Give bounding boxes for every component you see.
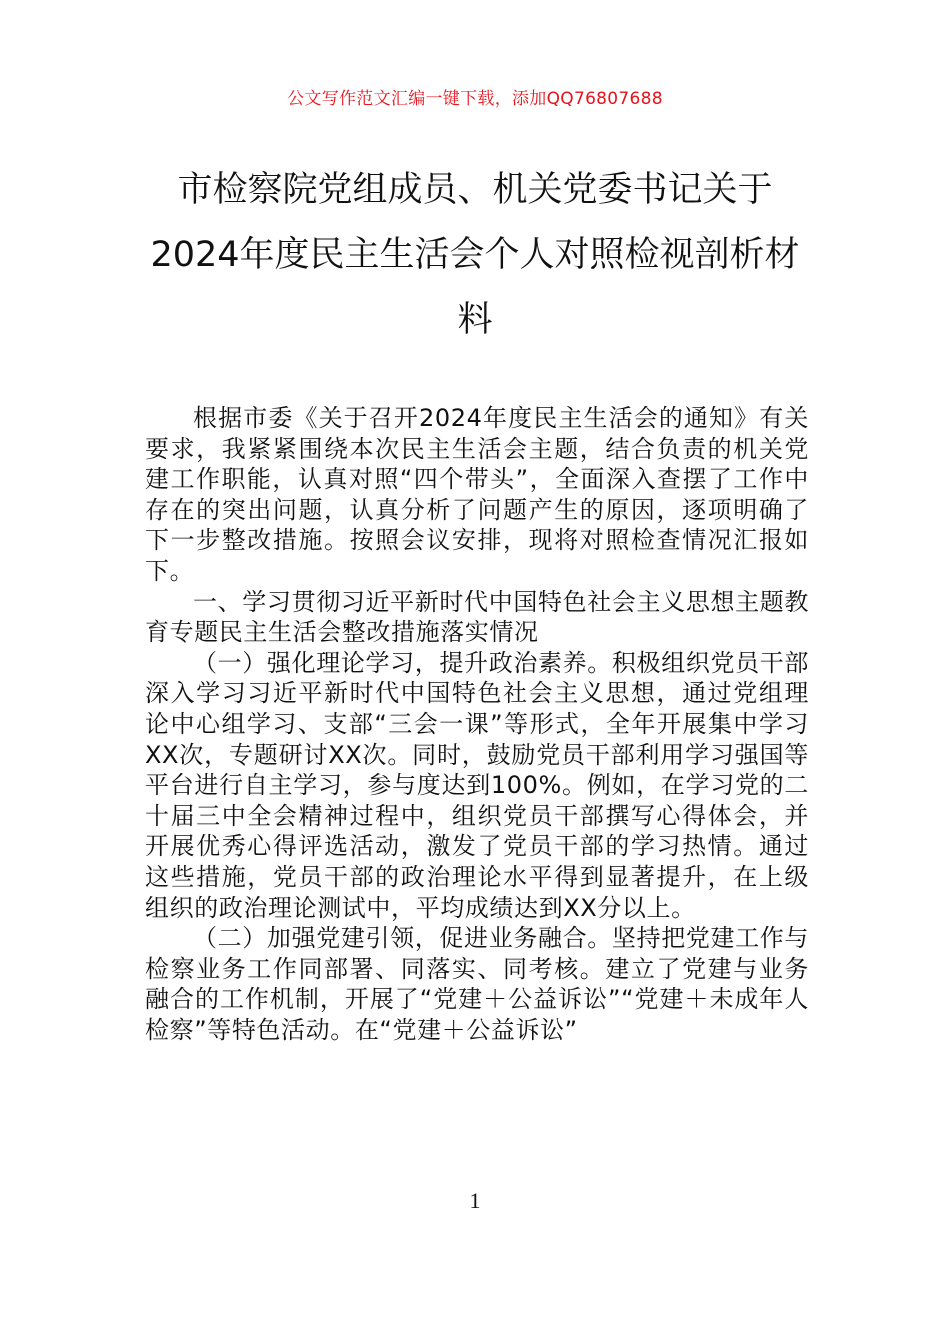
title-line-2: 2024年度民主生活会个人对照检视剖析材	[150, 235, 800, 275]
document-body	[145, 403, 809, 1045]
page-number: 1	[469, 1188, 481, 1213]
header-download-note: 公文写作范文汇编一键下载，添加QQ76807688	[287, 89, 663, 109]
paragraph-party-building: （二）加强党建引领，促进业务融合。坚持把党建工作与检察业务工作同部署、同落实、同考核。建立了党建与业务融合的工作机制，开展了“党建＋公益诉讼”“党建＋未成年人检察”等特色活动。在“党建＋公益诉讼”	[145, 924, 809, 1044]
title-line-1: 市检察院党组成员、机关党委书记关于	[177, 170, 773, 210]
document-title	[140, 158, 810, 353]
paragraph-intro: 根据市委《关于召开2024年度民主生活会的通知》有关要求，我紧紧围绕本次民主生活会主题，结合负责的机关党建工作职能，认真对照“四个带头”，全面深入查摆了工作中存在的突出问题，认真分析了问题产生的原因，逐项明确了下一步整改措施。按照会议安排，现将对照检查情况汇报如下。	[145, 404, 809, 585]
paragraph-theory-study: （一）强化理论学习，提升政治素养。积极组织党员干部深入学习习近平新时代中国特色社会主义思想，通过党组理论中心组学习、支部“三会一课”等形式，全年开展集中学习XX次，专题研讨XX次。同时，鼓励党员干部利用学习强国等平台进行自主学习，参与度达到100%。例如，在学习党的二十届三中全会精神过程中，组织党员干部撰写心得体会，并开展优秀心得评选活动，激发了党员干部的学习热情。通过这些措施，党员干部的政治理论水平得到显著提升，在上级组织的政治理论测试中，平均成绩达到XX分以上。	[145, 648, 809, 922]
section-heading-1: 一、学习贯彻习近平新时代中国特色社会主义思想主题教育专题民主生活会整改措施落实情况	[145, 587, 809, 647]
title-line-3: 料	[457, 300, 493, 340]
